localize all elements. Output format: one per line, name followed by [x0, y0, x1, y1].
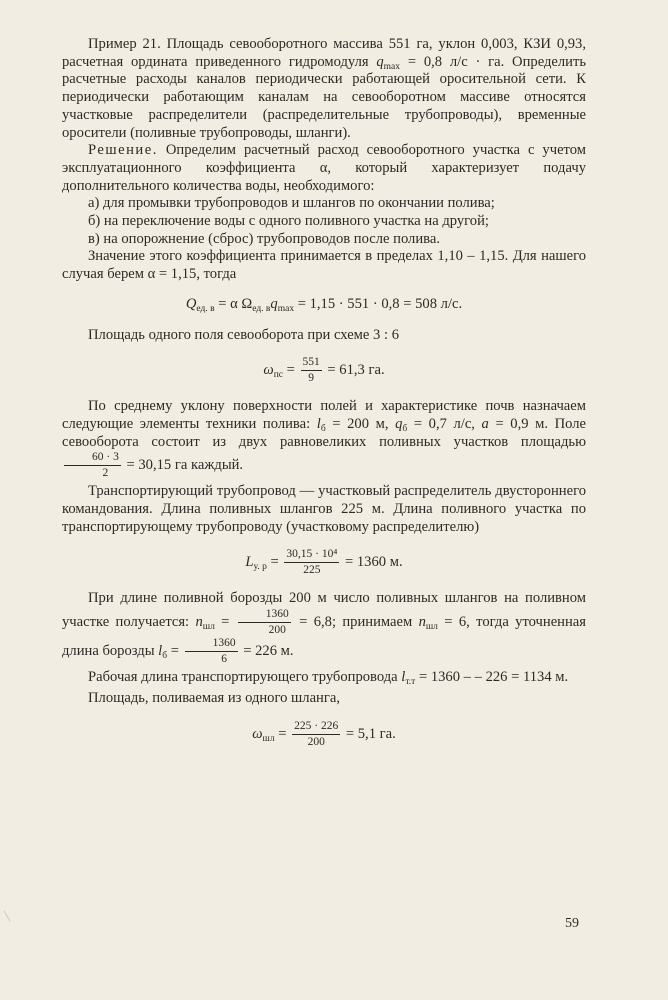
page-mark: [4, 907, 18, 922]
fraction: $\frac{60 \cdot 3}{2}$: [64, 451, 121, 480]
paragraph-problem: Пример 21. Площадь севооборотного массива 551 га, уклон 0,003, КЗИ 0,93, расчетная ордината приведенного гидромодуля $q_{max} = 0,8$ л/с · га. Определить расчетные расходы каналов периодически работающей оросительной сети. К периодически работающим каналам на севооборотном массиве относятся участковые распределители (распределительные трубопроводы), временные оросители (поливные трубопроводы, шланги).: [62, 36, 587, 141]
formula-field-area: $\omega_{пс}$ = $\frac{551}{9}$ = 61,3 га.: [263, 356, 385, 385]
page-number: 59: [565, 916, 579, 931]
body-text: [62, 36, 586, 762]
paragraph-solution: Решение. Определим расчетный расход севооборотного участка с учетом эксплуатационного коэффициента α, который характеризует подачу дополнительного количества воды, необходимого:: [62, 142, 586, 194]
list-item: а) для промывки трубопроводов и шлангов по окончании полива;: [88, 195, 495, 212]
fraction: $\frac{551}{9}$: [302, 356, 320, 385]
paragraph-working-length: Рабочая длина транспортирующего трубопровода $l_{т.т} = 1360$ – – 226 = 1134 м.: [88, 669, 569, 688]
formula-hose-area: $\omega_{шл}$ = $\frac{225 \cdot 226}{200}$ = 5,1 га.: [252, 719, 396, 748]
fraction: $\frac{\text{30,15 · 10⁴}}{225}$: [286, 548, 338, 577]
paragraph-pipeline: Транспортирующий трубопровод — участковый распределитель двустороннего командования. Длина поливных шлангов 225 м. Длина поливного участка по транспортирующему трубопроводу (участковому распределителю): [62, 483, 586, 535]
fraction: $\frac{1360}{6}$: [185, 637, 238, 666]
example-heading: Пример 21.: [88, 36, 161, 52]
paragraph-technique: По среднему уклону поверхности полей и характеристике почв назначаем следующие элементы техники полива: $l_б = 200$ м, $q_б = 0,7$ л/с, a = 0,9 м. Поле севооборота состоит из двух равновеликих поливных участков площадью $\frac{60 \cdot 3}{2}$ = 30,15 га каждый.: [62, 398, 586, 480]
formula-plot-length: $L_{у. р}$ = $\frac{\text{30,15 · 10⁴}}{225}$ = 1360 м.: [245, 548, 403, 577]
formula-discharge: $Q_{ед. в} = \alpha$ $\Omega_{ед. в}q_{max} = 1,15 \cdot 551 \cdot 0,8 = 508$ л/с.: [185, 295, 463, 314]
paragraph-field-area: Площадь одного поля севооборота при схеме 3 : 6: [88, 326, 399, 343]
fraction: $\frac{225 \cdot 226}{200}$: [294, 719, 339, 748]
paragraph-coefficient: Значение этого коэффициента принимается в пределах 1,10 – 1,15. Для нашего случая берем α = 1,15, тогда: [62, 248, 586, 283]
paragraph-hoses: При длине поливной борозды 200 м число поливных шлангов на поливном участке получается: $n_{шл}$ = $\frac{1360}{200}$ = 6,8; принимаем $n_{шл} = 6$, тогда уточненная длина борозды $l_б$ = $\frac{1360}{6}$ = 226 м.: [62, 590, 586, 666]
list-item: б) на переключение воды с одного поливного участка на другой;: [88, 213, 489, 230]
fraction: $\frac{1360}{200}$: [238, 608, 291, 637]
paragraph-hose-area: Площадь, поливаемая из одного шланга,: [88, 689, 340, 706]
list-item: в) на опорожнение (сброс) трубопроводов после полива.: [88, 230, 440, 247]
solution-heading: Решение.: [88, 142, 158, 159]
